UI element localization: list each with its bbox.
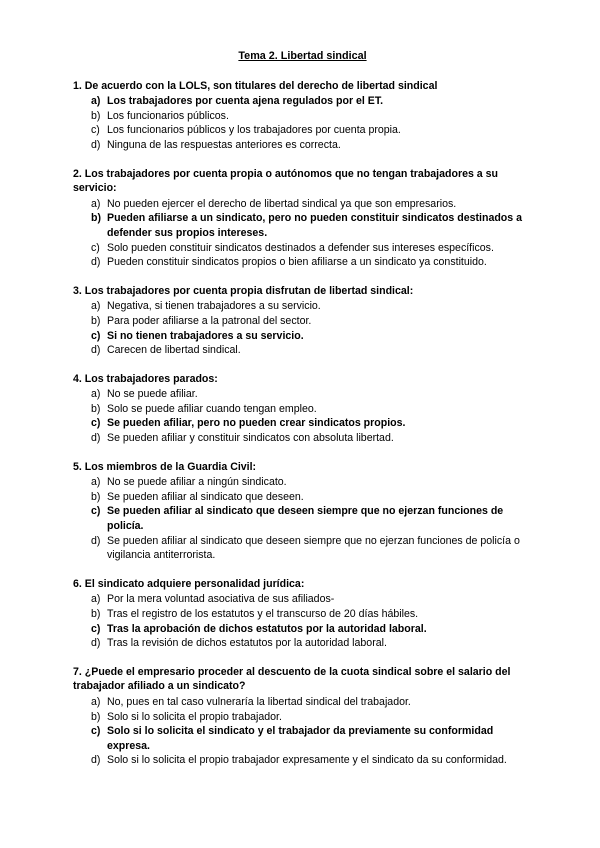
answer-letter: d) [91, 534, 101, 547]
answer-letter: c) [91, 417, 101, 430]
answer-option [73, 109, 532, 124]
answer-option [73, 197, 532, 212]
answer-text: Se pueden afiliar al sindicato que deseen siempre que no ejerzan funciones de policía o vigilancia antiterrorista. [107, 534, 520, 562]
answer-list [73, 695, 532, 768]
answer-text: Negativa, si tienen trabajadores a su servicio. [107, 300, 321, 313]
question-text: 1. De acuerdo con la LOLS, son titulares del derecho de libertad sindical [73, 79, 438, 92]
answer-letter: c) [91, 505, 101, 518]
question-block [73, 372, 532, 446]
answer-text: Solo si lo solicita el propio trabajador expresamente y el sindicato da su conformidad. [107, 754, 507, 767]
answer-letter: b) [91, 490, 101, 503]
answer-letter: b) [91, 402, 101, 415]
answer-option-correct [73, 504, 532, 533]
question-block [73, 577, 532, 651]
answer-text: Tras el registro de los estatutos y el transcurso de 20 días hábiles. [107, 608, 419, 620]
answer-option-correct [73, 724, 532, 753]
answer-text: Tras la revisión de dichos estatutos por la autoridad laboral. [107, 637, 387, 650]
answer-list [73, 475, 532, 563]
answer-list [73, 299, 532, 357]
answer-option-correct [73, 211, 532, 240]
answer-text: Para poder afiliarse a la patronal del sector. [107, 314, 312, 327]
answer-letter: d) [91, 432, 101, 445]
answer-option [73, 534, 532, 563]
answer-text: No pueden ejercer el derecho de libertad sindical ya que son empresarios. [107, 197, 457, 210]
answer-text: Solo si lo solicita el sindicato y el trabajador da previamente su conformidad expresa. [107, 725, 494, 752]
question-block [73, 79, 532, 153]
answer-text: Los funcionarios públicos. [107, 109, 229, 122]
answer-option [73, 695, 532, 710]
answer-list [73, 387, 532, 445]
answer-letter: c) [91, 124, 100, 137]
question-text: 3. Los trabajadores por cuenta propia disfrutan de libertad sindical: [73, 284, 414, 297]
answer-list [73, 592, 532, 650]
answer-text: Si no tienen trabajadores a su servicio. [107, 329, 304, 342]
answer-letter: d) [91, 256, 101, 269]
answer-text: Se pueden afiliar y constituir sindicatos con absoluta libertad. [107, 432, 394, 445]
question-text: 7. ¿Puede el empresario proceder al descuento de la cuota sindical sobre el salario del trabajador afiliado a un sindicato? [73, 665, 511, 693]
question-block [73, 665, 532, 768]
answer-letter: b) [91, 710, 101, 723]
answer-letter: a) [91, 300, 101, 313]
answer-text: Se pueden afiliar, pero no pueden crear sindicatos propios. [107, 417, 406, 430]
question-block [73, 284, 532, 358]
answer-text: Solo se puede afiliar cuando tengan empleo. [107, 402, 317, 415]
answer-option [73, 255, 532, 270]
answer-option [73, 402, 532, 417]
answer-letter: d) [91, 637, 101, 650]
answer-letter: c) [91, 241, 100, 254]
answer-text: Los funcionarios públicos y los trabajadores por cuenta propia. [107, 124, 401, 137]
answer-option [73, 138, 532, 153]
answer-letter: b) [91, 109, 101, 122]
answer-letter: c) [91, 622, 101, 635]
answer-option [73, 710, 532, 725]
answer-letter: a) [91, 476, 101, 489]
answer-text: No se puede afiliar a ningún sindicato. [107, 476, 287, 489]
page-title: Tema 2. Libertad sindical [238, 50, 367, 62]
answer-text: Se pueden afiliar al sindicato que deseen siempre que no ejerzan funciones de policía. [107, 505, 504, 533]
question-text: 5. Los miembros de la Guardia Civil: [73, 460, 257, 473]
answer-option-correct [73, 329, 532, 344]
answer-text: No se puede afiliar. [107, 388, 198, 401]
answer-letter: a) [91, 695, 101, 708]
answer-option [73, 241, 532, 256]
answer-text: Tras la aprobación de dichos estatutos por la autoridad laboral. [107, 622, 427, 635]
answer-option [73, 475, 532, 490]
answer-option [73, 592, 532, 607]
answer-option-correct [73, 622, 532, 637]
answer-option [73, 431, 532, 446]
answer-letter: a) [91, 593, 101, 606]
answer-letter: b) [91, 314, 101, 327]
question-block [73, 460, 532, 563]
answer-option [73, 343, 532, 358]
question-text: 4. Los trabajadores parados: [73, 372, 218, 385]
question-block [73, 167, 532, 270]
answer-list [73, 94, 532, 152]
answer-text: Solo si lo solicita el propio trabajador. [107, 710, 282, 723]
answer-letter: d) [91, 138, 101, 151]
answer-text: No, pues en tal caso vulneraría la libertad sindical del trabajador. [107, 695, 411, 708]
answer-list [73, 197, 532, 270]
answer-text: Por la mera voluntad asociativa de sus afiliados- [107, 593, 335, 606]
answer-text: Carecen de libertad sindical. [107, 344, 241, 357]
question-text: 6. El sindicato adquiere personalidad jurídica: [73, 577, 305, 590]
answer-letter: b) [91, 212, 101, 225]
answer-letter: a) [91, 95, 101, 108]
answer-text: Se pueden afiliar al sindicato que deseen. [107, 490, 304, 503]
answer-letter: c) [91, 329, 101, 342]
answer-option [73, 299, 532, 314]
question-list [73, 79, 532, 768]
answer-option [73, 636, 532, 651]
answer-option [73, 607, 532, 622]
answer-option-correct [73, 416, 532, 431]
answer-option [73, 387, 532, 402]
answer-letter: c) [91, 725, 101, 738]
answer-letter: a) [91, 388, 101, 401]
answer-option [73, 490, 532, 505]
answer-option [73, 314, 532, 329]
answer-letter: d) [91, 754, 101, 767]
answer-text: Los trabajadores por cuenta ajena regulados por el ET. [107, 95, 384, 108]
answer-text: Ninguna de las respuestas anteriores es correcta. [107, 138, 341, 151]
answer-text: Pueden constituir sindicatos propios o bien afiliarse a un sindicato ya constituido. [107, 256, 487, 269]
question-text: 2. Los trabajadores por cuenta propia o autónomos que no tengan trabajadores a su servicio: [73, 167, 499, 195]
answer-letter: a) [91, 197, 101, 210]
answer-text: Pueden afiliarse a un sindicato, pero no pueden constituir sindicatos destinados a defender sus propios intereses. [107, 212, 523, 239]
answer-option [73, 123, 532, 138]
answer-letter: d) [91, 344, 101, 357]
answer-option-correct [73, 94, 532, 109]
answer-text: Solo pueden constituir sindicatos destinados a defender sus intereses específicos. [107, 241, 494, 254]
answer-letter: b) [91, 608, 101, 620]
answer-option [73, 753, 532, 768]
